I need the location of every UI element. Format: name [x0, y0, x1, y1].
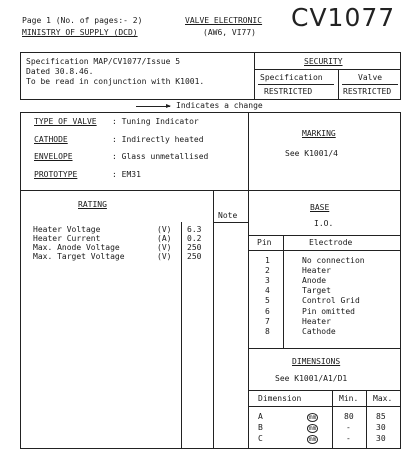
base-col-electrode: Electrode	[309, 238, 353, 247]
marking-heading: MARKING	[302, 129, 336, 138]
dimensions-ref: See K1001/A1/D1	[275, 374, 348, 383]
info-value-prototype: : EM31	[112, 170, 141, 179]
security-valve-value: RESTRICTED	[343, 87, 392, 96]
pin-electrode: Target	[302, 286, 331, 295]
info-value-type: : Tuning Indicator	[112, 117, 199, 126]
valve-equivalents: (AW6, VI77)	[203, 28, 256, 37]
dim-col-max: Max.	[373, 394, 393, 403]
rating-unit: (V)	[157, 225, 172, 234]
base-heading: BASE	[310, 203, 330, 212]
dim-max: 85	[376, 412, 386, 421]
pin-electrode: Anode	[302, 276, 327, 285]
dim-label: C	[258, 434, 263, 443]
spec-line-1: Specification MAP/CV1077/Issue 5	[26, 57, 181, 66]
rating-value: 250	[187, 243, 202, 252]
dim-min: 80	[344, 412, 354, 421]
pin-number: 7	[265, 317, 270, 326]
dim-col-min: Min.	[339, 394, 359, 403]
pin-number: 2	[265, 266, 270, 275]
security-col-specification: Specification	[260, 73, 323, 82]
dim-col-dimension: Dimension	[258, 394, 302, 403]
dim-unit: mm	[309, 436, 317, 443]
pin-number: 8	[265, 327, 270, 336]
info-value-envelope: : Glass unmetallised	[112, 152, 209, 161]
page-label: Page 1 (No. of pages:- 2)	[22, 16, 143, 25]
info-value-cathode: : Indirectly heated	[112, 135, 204, 144]
rating-unit: (A)	[157, 234, 172, 243]
rating-value: 250	[187, 252, 202, 261]
security-heading: SECURITY	[304, 57, 343, 66]
change-arrow-icon	[136, 106, 170, 107]
pin-electrode: Control Grid	[302, 296, 360, 305]
valve-code: CV1077	[291, 3, 396, 32]
rating-param: Max. Target Voltage	[33, 252, 125, 261]
rating-note-header: Note	[218, 211, 238, 220]
pin-number: 6	[265, 307, 270, 316]
pin-electrode: Pin omitted	[302, 307, 355, 316]
change-note: Indicates a change	[176, 101, 263, 110]
dim-min: -	[346, 423, 351, 432]
dim-unit: mm	[309, 414, 317, 421]
info-label-cathode: CATHODE	[34, 135, 68, 144]
pin-electrode: Heater	[302, 317, 331, 326]
dim-unit: mm	[309, 425, 317, 432]
rating-unit: (V)	[157, 252, 172, 261]
marking-value: See K1001/4	[285, 149, 338, 158]
base-col-pin: Pin	[257, 238, 272, 247]
valve-category: VALVE ELECTRONIC	[185, 16, 263, 25]
dim-label: B	[258, 423, 263, 432]
base-value: I.O.	[314, 219, 334, 228]
rating-param: Max. Anode Voltage	[33, 243, 120, 252]
info-label-envelope: ENVELOPE	[34, 152, 73, 161]
security-col-valve: Valve	[358, 73, 383, 82]
spec-line-2: Dated 30.8.46.	[26, 67, 94, 76]
pin-electrode: Heater	[302, 266, 331, 275]
dim-max: 30	[376, 423, 386, 432]
rating-heading: RATING	[78, 200, 107, 209]
pin-electrode: Cathode	[302, 327, 336, 336]
rating-param: Heater Current	[33, 234, 101, 243]
pin-electrode: No connection	[302, 256, 365, 265]
rating-value: 0.2	[187, 234, 202, 243]
rating-unit: (V)	[157, 243, 172, 252]
spec-line-3: To be read in conjunction with K1001.	[26, 77, 205, 86]
pin-number: 1	[265, 256, 270, 265]
dim-label: A	[258, 412, 263, 421]
dim-max: 30	[376, 434, 386, 443]
info-label-type: TYPE OF VALVE	[34, 117, 97, 126]
security-spec-value: RESTRICTED	[264, 87, 313, 96]
dim-min: -	[346, 434, 351, 443]
pin-number: 4	[265, 286, 270, 295]
info-label-prototype: PROTOTYPE	[34, 170, 78, 179]
pin-number: 3	[265, 276, 270, 285]
dimensions-heading: DIMENSIONS	[292, 357, 341, 366]
pin-number: 5	[265, 296, 270, 305]
ministry-label: MINISTRY OF SUPPLY (DCD)	[22, 28, 138, 37]
rating-value: 6.3	[187, 225, 202, 234]
rating-param: Heater Voltage	[33, 225, 101, 234]
